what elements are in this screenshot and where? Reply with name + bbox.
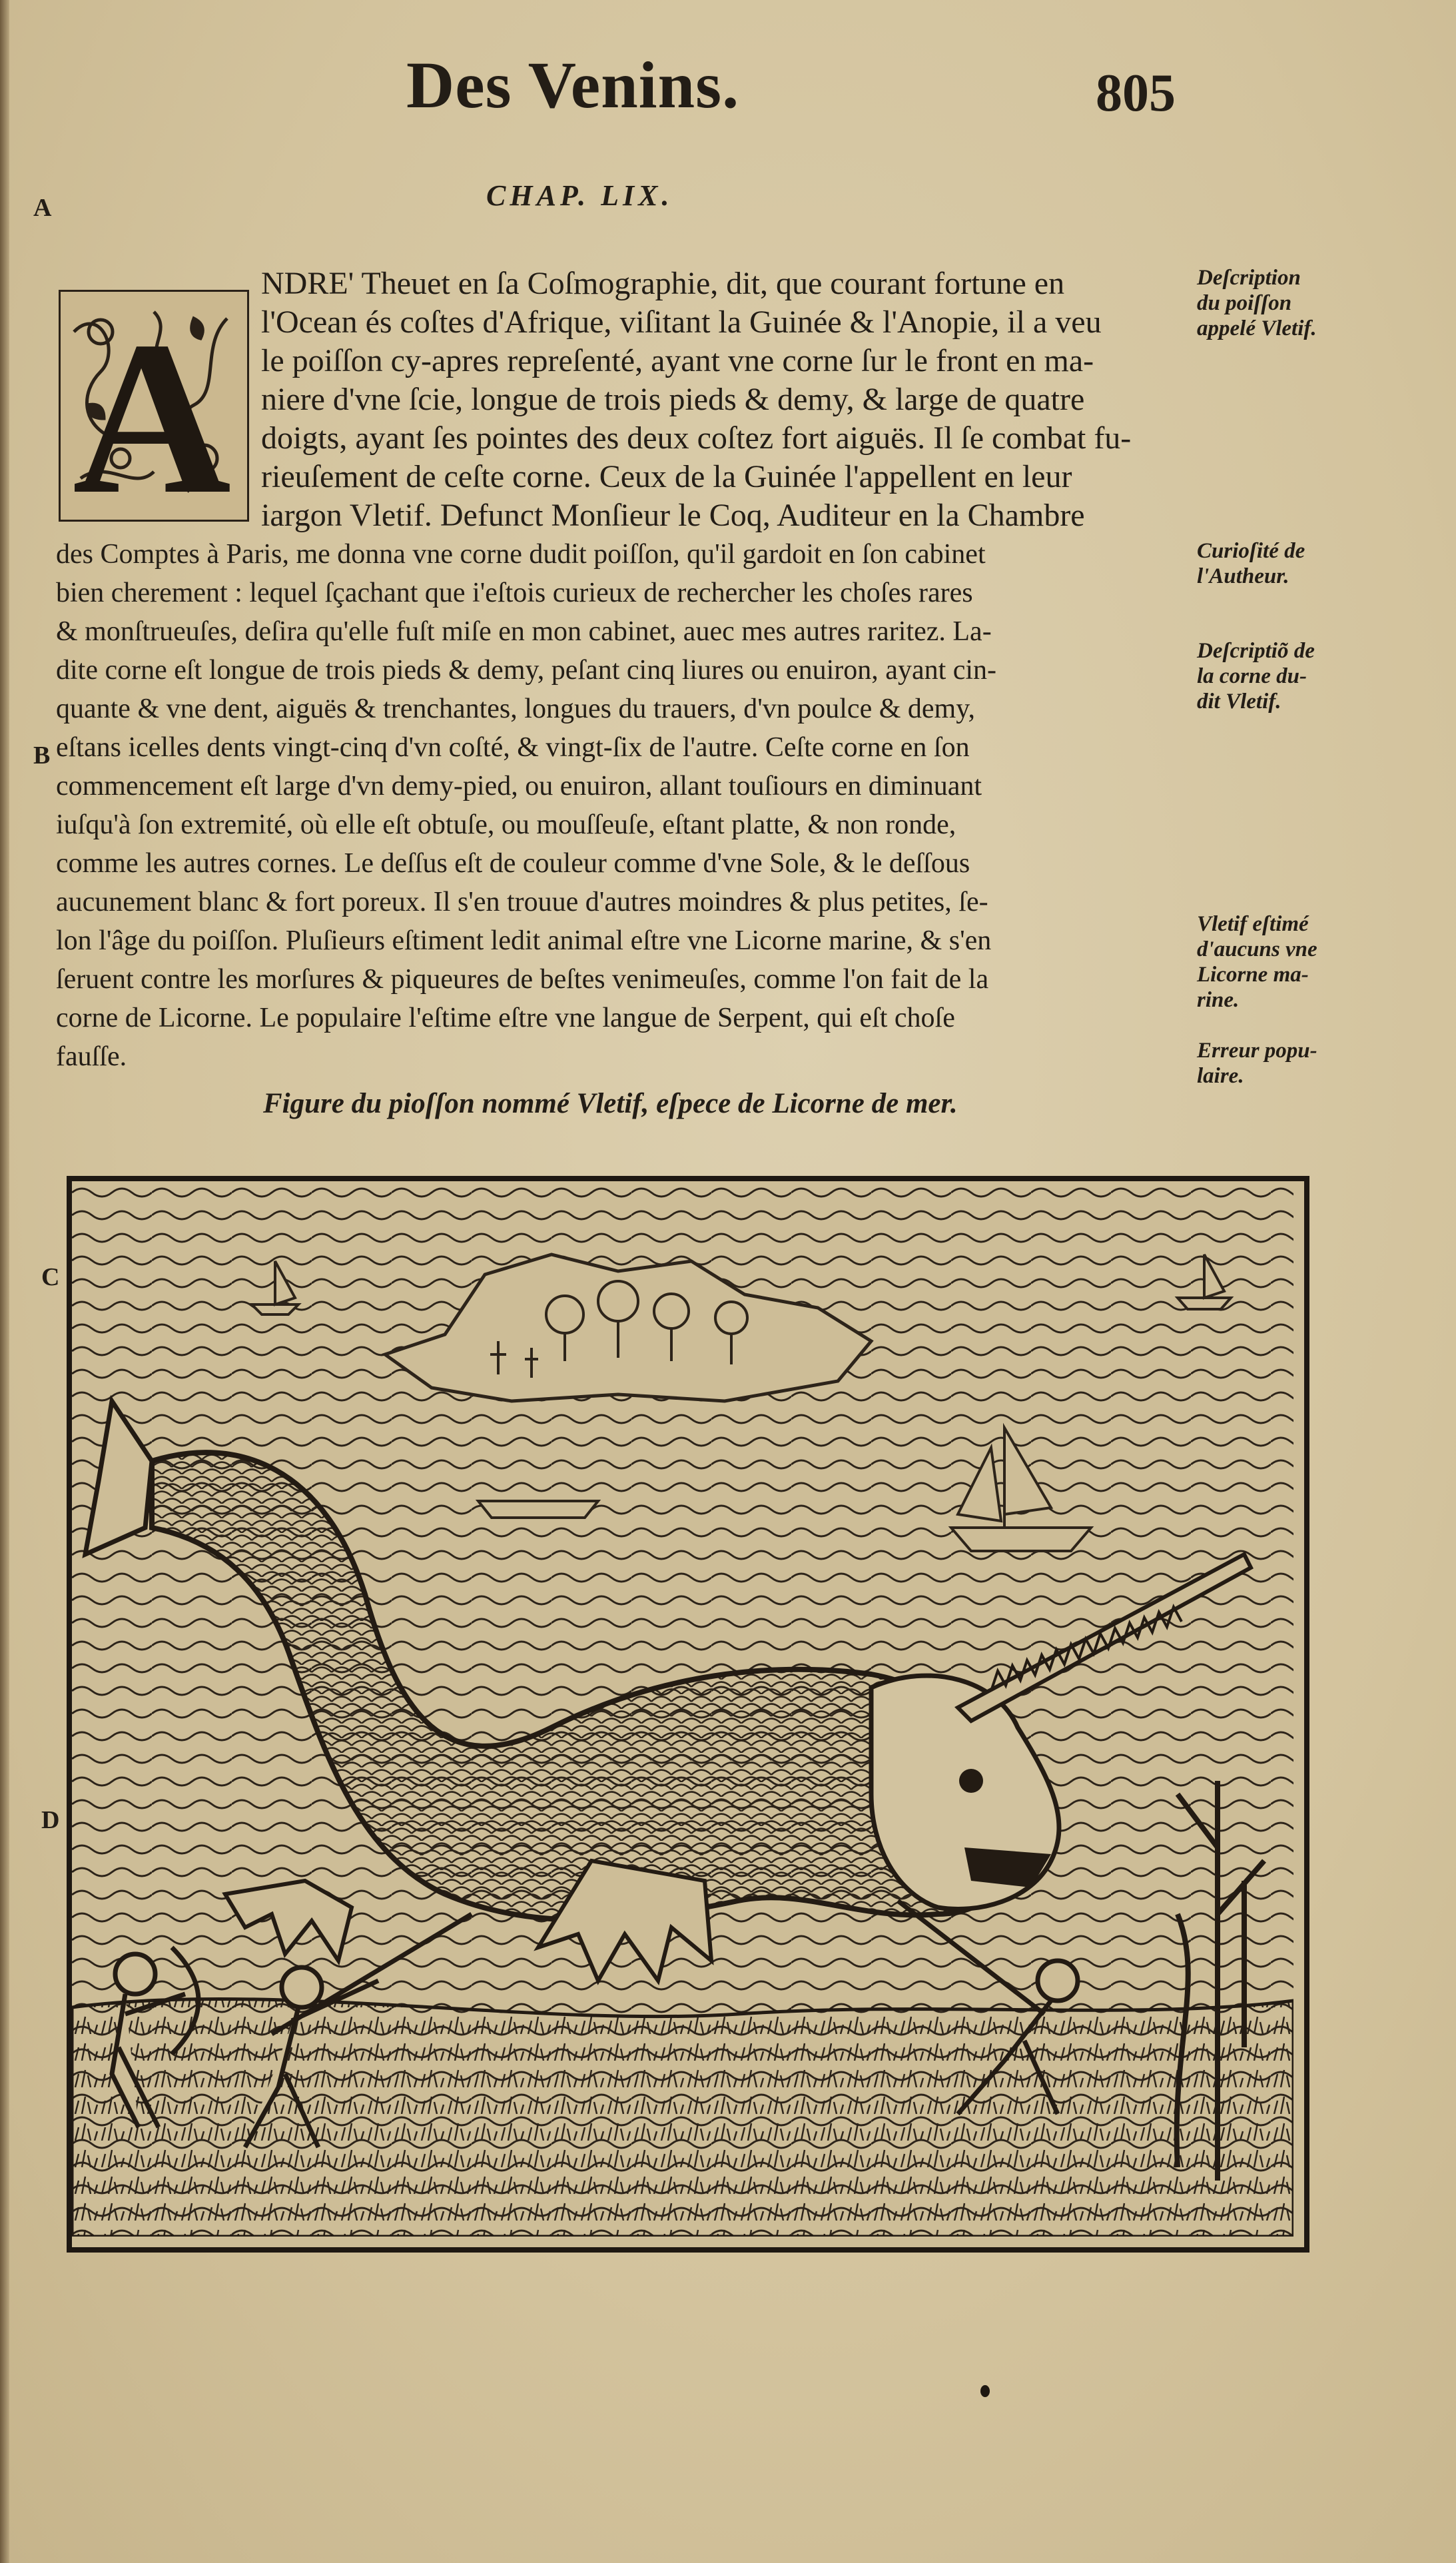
text-line: bien cherement : lequel ſçachant que i'eſtois curieux de rechercher les choſes rares [56, 578, 973, 608]
text-line: commencement eſt large d'vn demy-pied, ou enuiron, allant touſiours en diminuant [56, 771, 982, 801]
chapter-heading: CHAP. LIX. [486, 179, 673, 212]
text-line: le poiſſon cy-apres repreſenté, ayant vne corne ſur le front en ma- [261, 343, 1094, 378]
text-line: ſeruent contre les morſures & piqueures de beſtes venimeuſes, comme l'on fait de la [56, 964, 989, 995]
text-line: niere d'vne ſcie, longue de trois pieds & demy, & large de quatre [261, 382, 1085, 417]
text-line: iuſqu'à ſon extremité, où elle eſt obtuſe, ou mouſſeuſe, eſtant platte, & non ronde, [56, 809, 956, 840]
ornament-vine-icon [61, 292, 243, 516]
text-line: rieuſement de ceſte corne. Ceux de la Guinée l'appellent en leur [261, 459, 1072, 494]
text-line: quante & vne dent, aiguës & trenchantes, longues du trauers, d'vn poulce & demy, [56, 694, 975, 724]
margin-note: Erreur popu- laire. [1197, 1039, 1317, 1088]
text-line: dite corne eſt longue de trois pieds & demy, peſant cinq liures ou enuiron, ayant cin- [56, 655, 997, 686]
woodcut-illustration [67, 1176, 1309, 2253]
text-line: aucunement blanc & fort poreux. Il s'en trouue d'autres moindres & plus petites, ſe- [56, 887, 988, 917]
text-line: comme les autres cornes. Le deſſus eſt de couleur comme d'vne Sole, & le deſſous [56, 848, 970, 879]
signature-mark-a: A [33, 194, 52, 222]
text-line: corne de Licorne. Le populaire l'eſtime eſtre vne langue de Serpent, qui eſt choſe [56, 1003, 955, 1033]
margin-note: Deſcription du poiſſon appelé Vletif. [1197, 266, 1317, 340]
signature-mark-c: C [41, 1263, 60, 1291]
page-number: 805 [1096, 64, 1176, 123]
sea-monster-woodcut-icon [72, 1181, 1293, 2237]
text-line: & monſtrueuſes, deſira qu'elle fuſt miſe en mon cabinet, auec mes autres raritez. La- [56, 616, 992, 647]
decorated-initial [59, 290, 249, 522]
ink-spot [980, 2385, 990, 2397]
text-line: iargon Vletif. Defunct Monſieur le Coq, Auditeur en la Chambre [261, 498, 1085, 533]
text-line: l'Ocean és coſtes d'Afrique, viſitant la Guinée & l'Anopie, il a veu [261, 304, 1102, 340]
text-line: des Comptes à Paris, me donna vne corne dudit poiſſon, qu'il gardoit en ſon cabinet [56, 539, 986, 570]
text-line: eſtans icelles dents vingt-cinq d'vn coſté, & vingt-ſix de l'autre. Ceſte corne en ſon [56, 732, 970, 763]
running-title: Des Venins. [406, 48, 740, 122]
text-line: doigts, ayant ſes pointes des deux coſtez fort aiguës. Il ſe combat fu- [261, 420, 1132, 456]
margin-note: Curioſité de l'Autheur. [1197, 539, 1305, 588]
figure-caption: Figure du pioſſon nommé Vletif, eſpece de Licorne de mer. [263, 1088, 958, 1119]
text-line: lon l'âge du poiſſon. Pluſieurs eſtiment ledit animal eſtre vne Licorne marine, & s'en [56, 925, 992, 956]
margin-note: Vletif eſtimé d'aucuns vne Licorne ma- rine. [1197, 912, 1317, 1012]
text-line: NDRE' Theuet en ſa Coſmographie, dit, que courant fortune en [261, 266, 1065, 301]
text-line: fauſſe. [56, 1041, 127, 1072]
binding-gutter [0, 0, 9, 2563]
signature-mark-b: B [33, 742, 51, 769]
margin-note: Deſcriptiõ de la corne du- dit Vletif. [1197, 639, 1315, 714]
signature-mark-d: D [41, 1806, 60, 1834]
initial-letter: A [72, 296, 232, 516]
